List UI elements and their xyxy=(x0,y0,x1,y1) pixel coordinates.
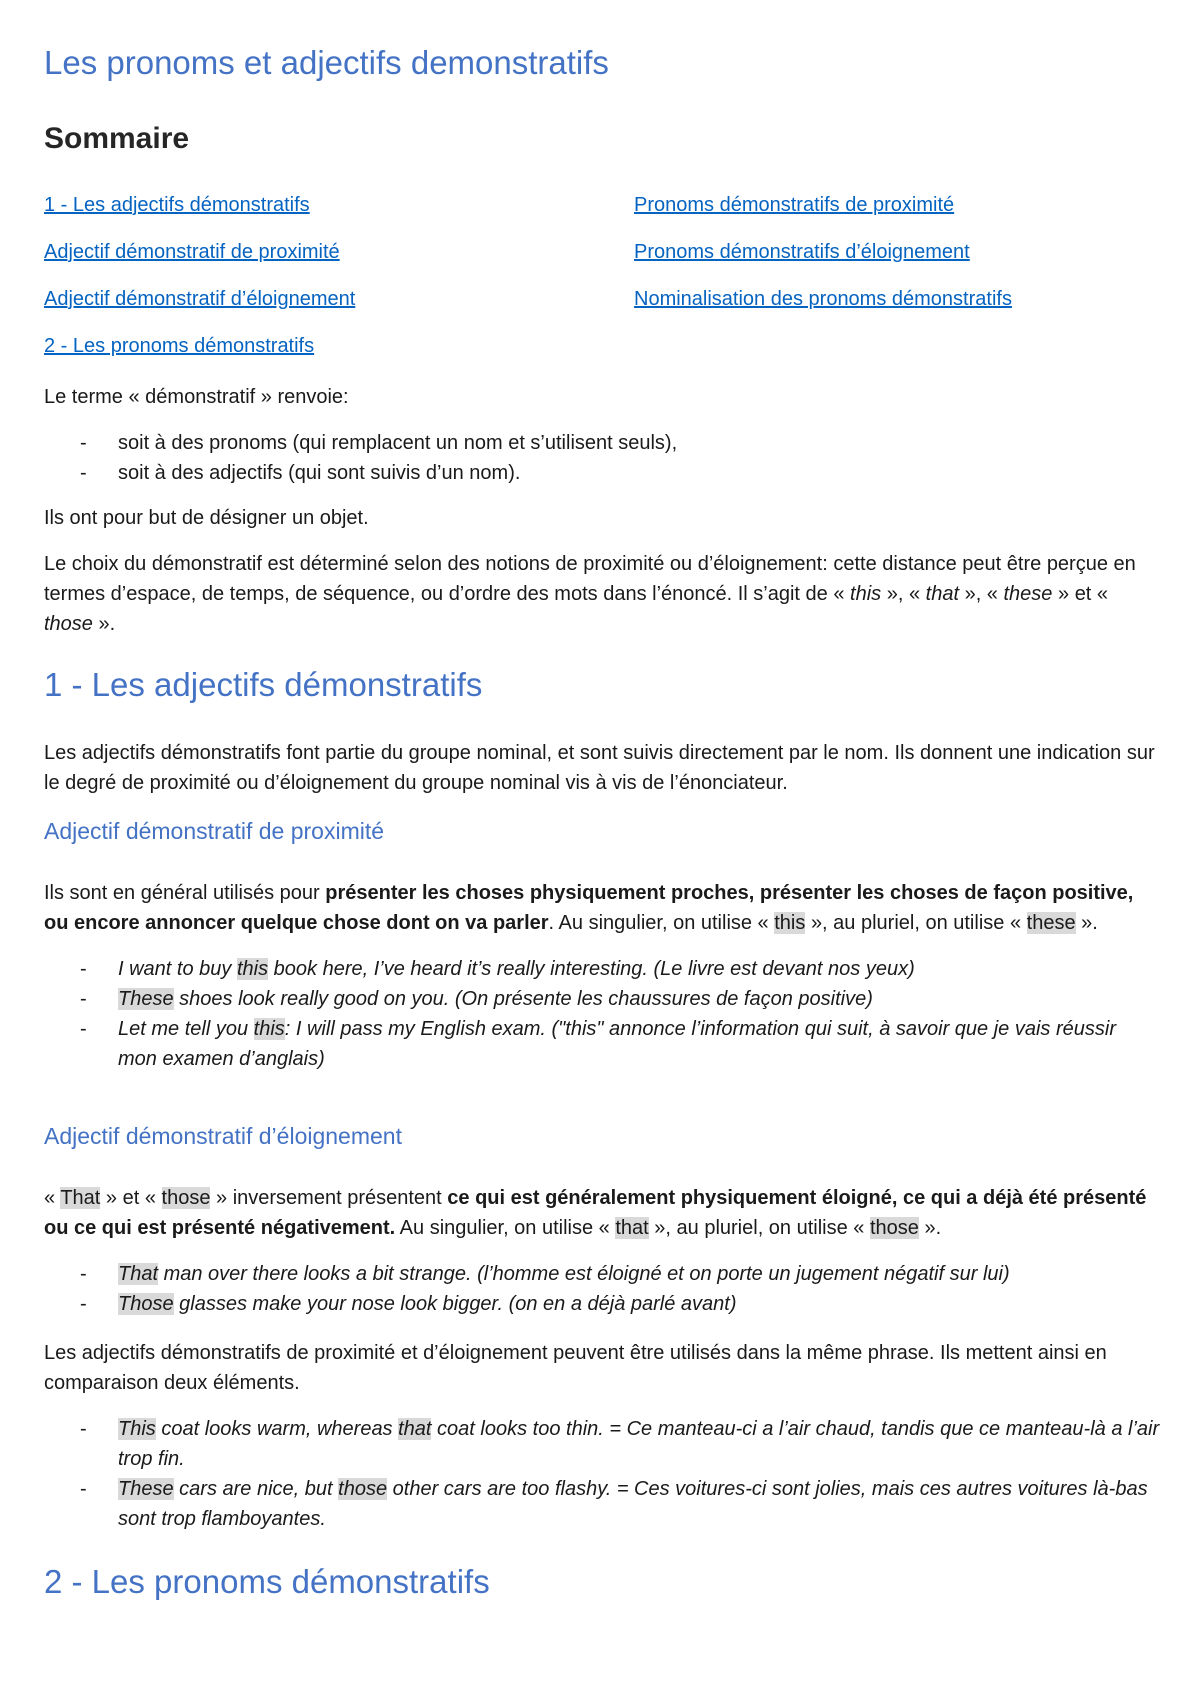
toc-link-pronoms-eloignement[interactable]: Pronoms démonstratifs d’éloignement xyxy=(634,241,970,263)
toc-left-column xyxy=(44,194,355,382)
intro-list xyxy=(44,428,1160,488)
intro-lead: Le terme « démonstratif » renvoie: xyxy=(44,386,349,408)
list-item: - Those glasses make your nose look bigger. (on en a déjà parlé avant) xyxy=(44,1289,1160,1319)
highlight-that: that xyxy=(615,1217,649,1239)
section1-heading: 1 - Les adjectifs démonstratifs xyxy=(44,666,483,703)
intro-block xyxy=(44,382,1160,639)
list-item: - soit à des pronoms (qui remplacent un nom et s’utilisent seuls), xyxy=(44,428,1160,458)
highlight-this: this xyxy=(774,912,806,934)
prox-heading: Adjectif démonstratif de proximité xyxy=(44,818,385,844)
prox-paragraph xyxy=(44,878,1160,938)
list-item: - That man over there looks a bit strange. (l’homme est éloigné et on porte un jugement négatif sur lui) xyxy=(44,1259,1160,1289)
highlight-these: these xyxy=(1026,912,1076,934)
far-heading: Adjectif démonstratif d’éloignement xyxy=(44,1123,402,1149)
list-item: - This coat looks warm, whereas that coat looks too thin. = Ce manteau-ci a l’air chaud, tandis que ce manteau-là a l’air trop fin. xyxy=(44,1414,1160,1474)
prox-text: », au pluriel, on utilise « xyxy=(810,912,1022,934)
highlight-that: That xyxy=(60,1187,101,1209)
word-those: those xyxy=(44,613,93,635)
section2-heading: 2 - Les pronoms démonstratifs xyxy=(44,1563,490,1600)
word-this: this xyxy=(850,583,882,605)
prox-text: Ils sont en général utilisés pour xyxy=(44,882,320,904)
far-examples xyxy=(44,1259,1160,1319)
list-item: - soit à des adjectifs (qui sont suivis d’un nom). xyxy=(44,458,1160,488)
section1-intro: Les adjectifs démonstratifs font partie du groupe nominal, et sont suivis directement par le nom. Ils donnent une indication sur le degré de proximité ou d’éloignement du groupe nominal vis à vis de l’énonciateur. xyxy=(44,742,1155,794)
intro-choice: Le choix du démonstratif est déterminé selon des notions de proximité ou d’éloignement: cette distance peut être perçue en termes d’espace, de temps, de séquence, ou d’ordre des mots dans l’énoncé. Il s’agit de « this », « that », « these » et « those ». xyxy=(44,553,1136,635)
highlight-those: those xyxy=(161,1187,211,1209)
highlight-those: those xyxy=(870,1217,919,1239)
document-title: Les pronoms et adjectifs demonstratifs xyxy=(44,44,609,81)
prox-examples xyxy=(44,954,1160,1074)
both-examples xyxy=(44,1414,1160,1534)
far-bold: ce qui est généralement physiquement éloigné, ce qui a déjà été présenté ou ce qui est présenté négativement. xyxy=(44,1187,1147,1239)
prox-bold: présenter les choses physiquement proches, présenter les choses de façon positive, ou encore annoncer quelque chose dont on va parler xyxy=(44,882,1134,934)
far-block xyxy=(44,1183,1160,1319)
list-item: - Let me tell you this: I will pass my English exam. ("this" annonce l’information qui suit, à savoir que je vais réussir mon examen d’anglais) xyxy=(44,1014,1160,1074)
toc-link-nominalisation[interactable]: Nominalisation des pronoms démonstratifs xyxy=(634,288,1012,310)
prox-block xyxy=(44,878,1160,1074)
section1-intro-block xyxy=(44,738,1160,798)
toc-link-pronoms[interactable]: 2 - Les pronoms démonstratifs xyxy=(44,335,315,357)
toc-link-adjectif-proximite[interactable]: Adjectif démonstratif de proximité xyxy=(44,241,340,263)
toc-link-adjectifs[interactable]: 1 - Les adjectifs démonstratifs xyxy=(44,194,310,216)
both-intro: Les adjectifs démonstratifs de proximité et d’éloignement peuvent être utilisés dans la même phrase. Ils mettent ainsi en comparaison deux éléments. xyxy=(44,1342,1107,1394)
word-these: these xyxy=(1003,583,1053,605)
intro-purpose: Ils ont pour but de désigner un objet. xyxy=(44,507,369,529)
prox-text: . Au singulier, on utilise « xyxy=(548,912,769,934)
toc-link-pronoms-proximite[interactable]: Pronoms démonstratifs de proximité xyxy=(634,194,955,216)
choice-text: Le choix du démonstratif est déterminé selon des notions de proximité ou d’éloignement: cette distance peut être perçue en termes d’espace, de temps, de séquence, ou d’ordre des mots dans l’énoncé. Il s’agit de xyxy=(44,553,1136,605)
toc-right-column xyxy=(634,194,1012,335)
toc-heading: Sommaire xyxy=(44,122,190,155)
prox-text: ». xyxy=(1081,912,1098,934)
list-item: - These shoes look really good on you. (On présente les chaussures de façon positive) xyxy=(44,984,1160,1014)
list-item: - I want to buy this book here, I’ve heard it’s really interesting. (Le livre est devant nos yeux) xyxy=(44,954,1160,984)
toc-link-adjectif-eloignement[interactable]: Adjectif démonstratif d’éloignement xyxy=(44,288,356,310)
word-that: that xyxy=(925,583,960,605)
list-item: - These cars are nice, but those other cars are too flashy. = Ces voitures-ci sont jolies, mais ces autres voitures là-bas sont trop flamboyantes. xyxy=(44,1474,1160,1534)
both-block xyxy=(44,1338,1160,1534)
word-and: et xyxy=(1074,583,1092,605)
far-paragraph: « That » et « those » inversement présentent ce qui est généralement physiquement éloigné, ce qui a déjà été présenté ou ce qui est présenté négativement. Au singulier, on utilise « that », au pluriel, on utilise « those ». xyxy=(44,1187,1147,1239)
